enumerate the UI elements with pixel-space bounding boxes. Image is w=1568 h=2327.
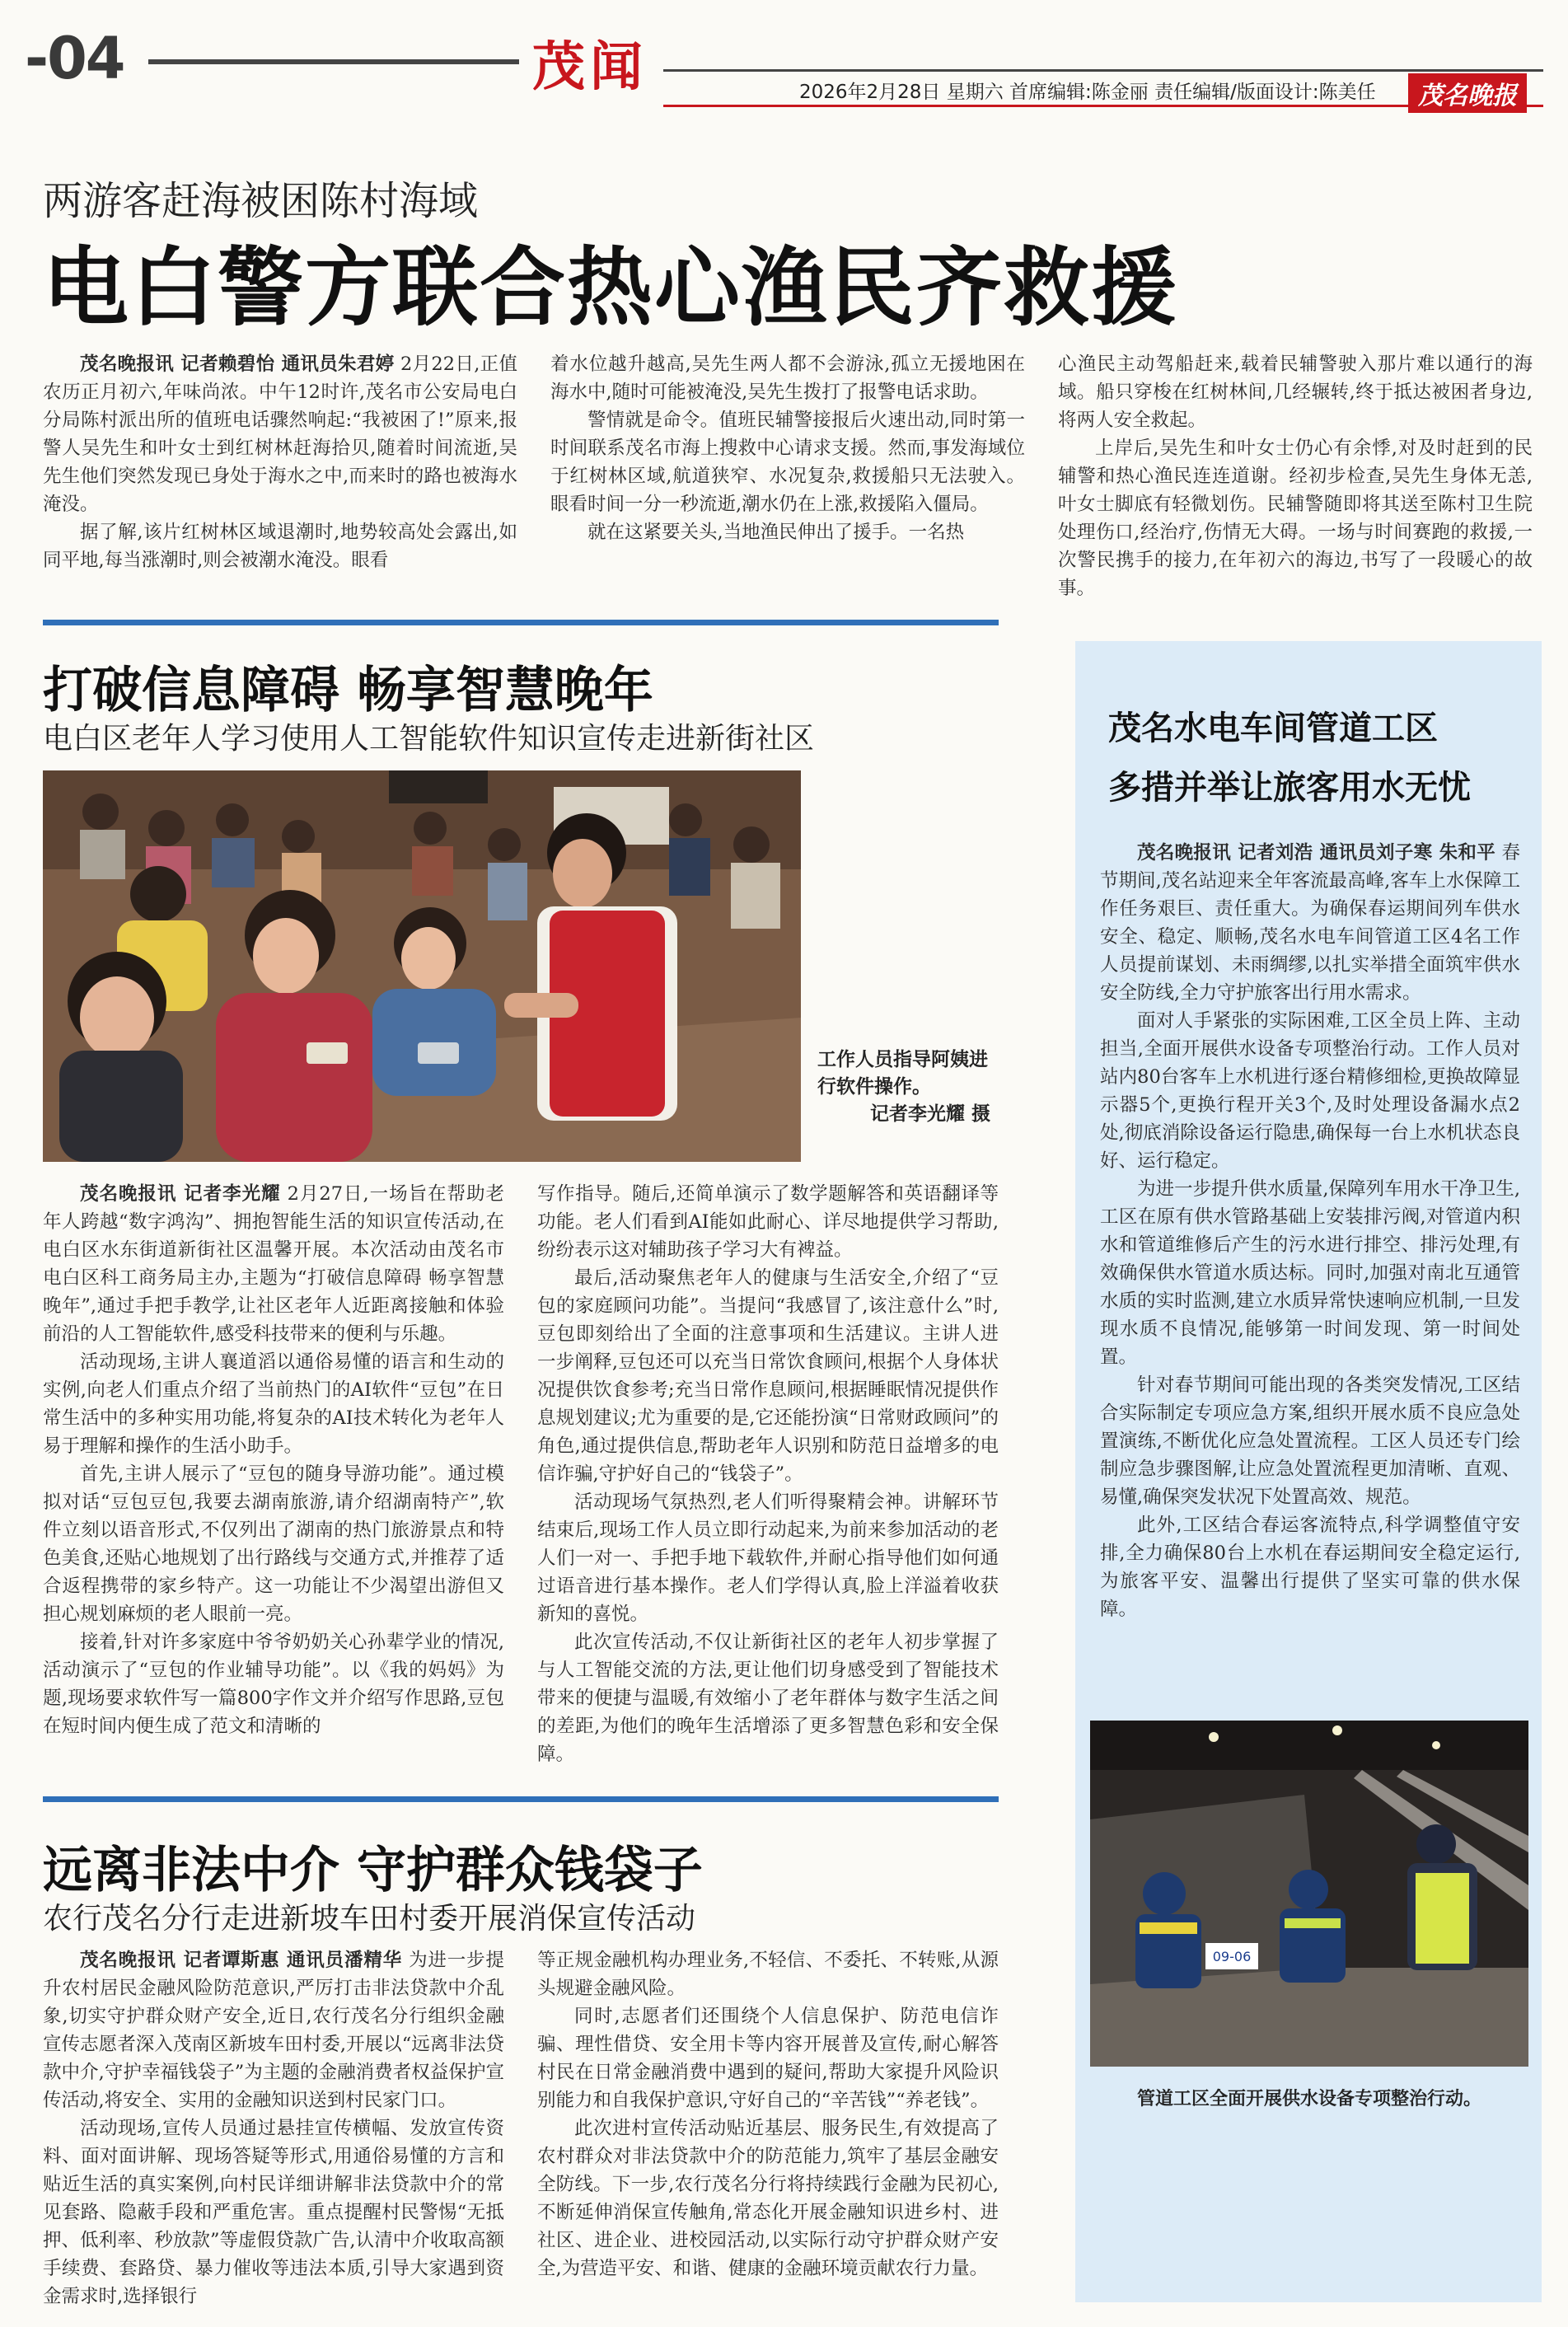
masthead xyxy=(25,18,1543,109)
divider xyxy=(43,1796,999,1802)
article1-col2 xyxy=(550,350,1025,602)
sidebar-photo-caption: 管道工区全面开展供水设备专项整治行动。 xyxy=(1136,2089,1481,2109)
paragraph-text: 针对春节期间可能出现的各类突发情况,工区结合实际制定专项应急方案,组织开展水质不良应急处置演练,不断优化应急处置流程。工区人员还专门绘制应急步骤图解,让应急处置流程更加清晰、直观、易懂,确保突发状况下处置高效、规范。 xyxy=(1100,1374,1520,1508)
paragraph xyxy=(43,350,517,518)
paragraph xyxy=(550,406,1025,518)
byline: 茂名晚报讯 记者李光耀 xyxy=(80,1183,281,1205)
paragraph xyxy=(537,1180,999,1264)
article2-photo xyxy=(43,770,801,1162)
article2-title: 打破信息障碍 畅享智慧晚年 xyxy=(43,662,653,719)
paragraph xyxy=(550,350,1025,406)
article1-col3 xyxy=(1058,350,1533,602)
paragraph-text: 2月27日,一场旨在帮助老年人跨越“数字鸿沟”、拥抱智能生活的知识宣传活动,在电白区水东街道新街社区温馨开展。本次活动由茂名市电白区科工商务局主办,主题为“打破信息障碍 畅享智慧晚年”,通过手把手教学,让社区老年人近距离接触和体验前沿的人工智能软件,感受科技带来的便利与乐趣。 xyxy=(43,1183,504,1345)
paragraph xyxy=(1100,1511,1520,1623)
meta-bar xyxy=(663,69,1543,110)
sidebar-title xyxy=(1108,699,1520,817)
paragraph xyxy=(43,1946,504,2114)
article2-col2 xyxy=(537,1180,999,1768)
paragraph xyxy=(537,2114,999,2283)
paragraph xyxy=(43,1628,504,1740)
paragraph-text: 面对人手紧张的实际困难,工区全员上阵、主动担当,全面开展供水设备专项整治行动。工作人员对站内80台客车上水机进行逐台精修细检,更换故障显示器5个,更换行程开关3个,及时处理设备漏水点2处,彻底消除设备运行隐患,确保每一台上水机状态良好、运行稳定。 xyxy=(1100,1010,1520,1172)
paragraph-text: 2月22日,正值农历正月初六,年味尚浓。中午12时许,茂名市公安局电白分局陈村派出所的值班电话骤然响起:“我被困了!”原来,报警人吴先生和叶女士到红树林赶海拾贝,随着时间流逝,吴先生他们突然发现已身处于海水之中,而来时的路也被海水淹没。 xyxy=(43,353,517,515)
paragraph xyxy=(43,518,517,574)
divider xyxy=(43,620,999,625)
caption-text: 工作人员指导阿姨进行软件操作。 xyxy=(817,1049,988,1098)
paragraph xyxy=(43,2114,504,2311)
paragraph-text: 此次宣传活动,不仅让新街社区的老年人初步掌握了与人工智能交流的方法,更让他们切身感受到了智能技术带来的便捷与温暖,有效缩小了老年群体与数字生活之间的差距,为他们的晚年生活增添了更多智慧色彩和安全保障。 xyxy=(537,1632,999,1765)
article3-col2 xyxy=(537,1946,999,2311)
paragraph xyxy=(537,1946,999,2002)
paragraph xyxy=(43,1180,504,1348)
paper-logo: 茂名晚报 xyxy=(1408,73,1527,113)
article1-col1 xyxy=(43,350,517,602)
page-number: -04 xyxy=(25,25,124,92)
paragraph-text: 警情就是命令。值班民辅警接报后火速出动,同时第一时间联系茂名市海上搜救中心请求支援。然而,事发海域位于红树林区域,航道狭窄、水况复杂,救援船只无法驶入。眼看时间一分一秒流逝,潮水仍在上涨,救援陷入僵局。 xyxy=(550,410,1025,515)
paragraph-text: 春节期间,茂名站迎来全年客流最高峰,客车上水保障工作任务艰巨、责任重大。为确保春运期间列车供水安全、稳定、顺畅,茂名水电车间管道工区4名工作人员提前谋划、未雨绸缪,以扎实举措全面筑牢供水安全防线,全力守护旅客出行用水需求。 xyxy=(1100,842,1520,1004)
issue-meta: 2026年2月28日 星期六 首席编辑:陈金丽 责任编辑/版面设计:陈美任 xyxy=(799,82,1376,103)
paragraph xyxy=(537,1628,999,1768)
article2-subtitle: 电白区老年人学习使用人工智能软件知识宣传走进新街社区 xyxy=(43,722,815,756)
paragraph xyxy=(537,1488,999,1628)
paragraph-text: 为进一步提升农村居民金融风险防范意识,严厉打击非法贷款中介乱象,切实守护群众财产安全,近日,农行茂名分行组织金融宣传志愿者深入茂南区新坡车田村委,开展以“远离非法贷款中介,守护幸福钱袋子”为主题的金融消费者权益保护宣传活动,将安全、实用的金融知识送到村民家门口。 xyxy=(43,1950,504,2111)
article1-body xyxy=(43,350,1533,602)
paragraph-text: 就在这紧要关头,当地渔民伸出了援手。一名热 xyxy=(587,522,965,543)
byline: 茂名晚报讯 记者谭斯惠 通讯员潘精华 xyxy=(80,1950,403,1971)
article1-title: 电白警方联合热心渔民齐救援 xyxy=(43,237,1179,338)
paragraph-text: 同时,志愿者们还围绕个人信息保护、防范电信诈骗、理性借贷、安全用卡等内容开展普及宣传,耐心解答村民在日常金融消费中遇到的疑问,帮助大家提升风险识别能力和自我保护意识,守好自己的“辛苦钱”“养老钱”。 xyxy=(537,2006,999,2111)
paragraph-text: 活动现场,主讲人襄道滔以通俗易懂的语言和生动的实例,向老人们重点介绍了当前热门的AI软件“豆包”在日常生活中的多种实用功能,将复杂的AI技术转化为老年人易于理解和操作的生活小助手。 xyxy=(43,1351,504,1457)
article3-subtitle: 农行茂名分行走进新坡车田村委开展消保宣传活动 xyxy=(43,1902,696,1936)
paragraph-text: 等正规金融机构办理业务,不轻信、不委托、不转账,从源头规避金融风险。 xyxy=(537,1950,999,1999)
paragraph-text: 此次进村宣传活动贴近基层、服务民生,有效提高了农村群众对非法贷款中介的防范能力,筑牢了基层金融安全防线。下一步,农行茂名分行将持续践行金融为民初心,不断延伸消保宣传触角,常态化开展金融知识进乡村、进社区、进企业、进校园活动,以实际行动守护群众财产安全,为营造平安、和谐、健康的金融环境贡献农行力量。 xyxy=(537,2118,999,2279)
paragraph-text: 据了解,该片红树林区域退潮时,地势较高处会露出,如同平地,每当涨潮时,则会被潮水淹没。眼看 xyxy=(43,522,517,571)
article2-col1 xyxy=(43,1180,504,1768)
article2-photo-caption xyxy=(817,1046,990,1128)
paragraph xyxy=(43,1348,504,1460)
paragraph-text: 接着,针对许多家庭中爷爷奶奶关心孙辈学业的情况,活动演示了“豆包的作业辅导功能”。以《我的妈妈》为题,现场要求软件写一篇800字作文并介绍写作思路,豆包在短时间内便生成了范文和清晰的 xyxy=(43,1632,504,1737)
section-label: 茂闻 xyxy=(532,37,648,98)
article3-col1 xyxy=(43,1946,504,2311)
sidebar-body xyxy=(1100,839,1520,1623)
paragraph xyxy=(550,518,1025,546)
paragraph-text: 最后,活动聚焦老年人的健康与生活安全,介绍了“豆包的家庭顾问功能”。当提问“我感冒了,该注意什么”时,豆包即刻给出了全面的注意事项和生活建议。主讲人进一步阐释,豆包还可以充当日常饮食顾问,根据个人身体状况提供饮食参考;充当日常作息顾问,根据睡眠情况提供作息规划建议;尤为重要的是,它还能扮演“日常财政顾问”的角色,通过提供信息,帮助老年人识别和防范日益增多的电信诈骗,守护好自己的“钱袋子”。 xyxy=(537,1267,999,1485)
paragraph xyxy=(43,1460,504,1628)
paragraph xyxy=(1100,839,1520,1007)
paragraph-text: 写作指导。随后,还简单演示了数学题解答和英语翻译等功能。老人们看到AI能如此耐心、详尽地提供学习帮助,纷纷表示这对辅助孩子学习大有裨益。 xyxy=(537,1183,999,1261)
paragraph xyxy=(537,1264,999,1488)
article2-body xyxy=(43,1180,999,1768)
paragraph xyxy=(537,2002,999,2114)
byline: 茂名晚报讯 记者刘浩 通讯员刘子寒 朱和平 xyxy=(1137,842,1496,864)
photo-credit: 记者李光耀 摄 xyxy=(869,1103,990,1125)
masthead-rule xyxy=(148,59,519,64)
paragraph-text: 首先,主讲人展示了“豆包的随身导游功能”。通过模拟对话“豆包豆包,我要去湖南旅游,请介绍湖南特产”,软件立刻以语音形式,不仅列出了湖南的热门旅游景点和特色美食,还贴心地规划了出行路线与交通方式,并推荐了适合返程携带的家乡特产。这一功能让不少渴望出游但又担心规划麻烦的老人眼前一亮。 xyxy=(43,1463,504,1625)
paragraph-text: 心渔民主动驾船赶来,载着民辅警驶入那片难以通行的海域。船只穿梭在红树林间,几经辗转,终于抵达被困者身边,将两人安全救起。 xyxy=(1058,353,1533,431)
paragraph-text: 活动现场气氛热烈,老人们听得聚精会神。讲解环节结束后,现场工作人员立即行动起来,为前来参加活动的老人们一对一、手把手地下载软件,并耐心指导他们如何通过语音进行基本操作。老人们学得认真,脸上洋溢着收获新知的喜悦。 xyxy=(537,1491,999,1625)
platform-sign: 09-06 xyxy=(1212,1949,1252,1964)
sidebar-article xyxy=(1075,641,1542,2302)
paragraph-text: 活动现场,宣传人员通过悬挂宣传横幅、发放宣传资料、面对面讲解、现场答疑等形式,用通俗易懂的方言和贴近生活的真实案例,向村民详细讲解非法贷款中介的常见套路、隐蔽手段和严重危害。重点提醒村民警惕“无抵押、低利率、秒放款”等虚假贷款广告,认清中介收取高额手续费、套路贷、暴力催收等违法本质,引导大家遇到资金需求时,选择银行 xyxy=(43,2118,504,2307)
paragraph xyxy=(1100,1371,1520,1511)
paragraph xyxy=(1100,1175,1520,1371)
paragraph-text: 为进一步提升供水质量,保障列车用水干净卫生,工区在原有供水管路基础上安装排污阀,对管道内积水和管道维修后产生的污水进行排空、排污处理,有效确保供水管道水质达标。同时,加强对南北互通管水质的实时监测,建立水质异常快速响应机制,一旦发现水质不良情况,能够第一时间发现、第一时间处置。 xyxy=(1100,1178,1520,1368)
byline: 茂名晚报讯 记者赖碧怡 通讯员朱君婷 xyxy=(80,353,395,375)
paragraph-text: 此外,工区结合春运客流特点,科学调整值守安排,全力确保80台上水机在春运期间安全稳定运行,为旅客平安、温馨出行提供了坚实可靠的供水保障。 xyxy=(1100,1515,1520,1620)
paragraph xyxy=(1100,1007,1520,1175)
sidebar-photo xyxy=(1090,1721,1528,2067)
paragraph xyxy=(1058,434,1533,602)
paragraph-text: 着水位越升越高,吴先生两人都不会游泳,孤立无援地困在海水中,随时可能被淹没,吴先生拨打了报警电话求助。 xyxy=(550,353,1025,403)
article3-body xyxy=(43,1946,999,2311)
article1-subtitle: 两游客赶海被困陈村海域 xyxy=(43,178,479,224)
paragraph xyxy=(1058,350,1533,434)
paragraph-text: 上岸后,吴先生和叶女士仍心有余悸,对及时赶到的民辅警和热心渔民连连道谢。经初步检查,吴先生身体无恙,叶女士脚底有轻微划伤。民辅警随即将其送至陈村卫生院处理伤口,经治疗,伤情无大碍。一场与时间赛跑的救援,一次警民携手的接力,在年初六的海边,书写了一段暖心的故事。 xyxy=(1058,438,1533,599)
sidebar-title-line2: 多措并举让旅客用水无忧 xyxy=(1108,769,1471,807)
sidebar-title-line1: 茂名水电车间管道工区 xyxy=(1108,709,1438,747)
article3-title: 远离非法中介 守护群众钱袋子 xyxy=(43,1842,703,1899)
